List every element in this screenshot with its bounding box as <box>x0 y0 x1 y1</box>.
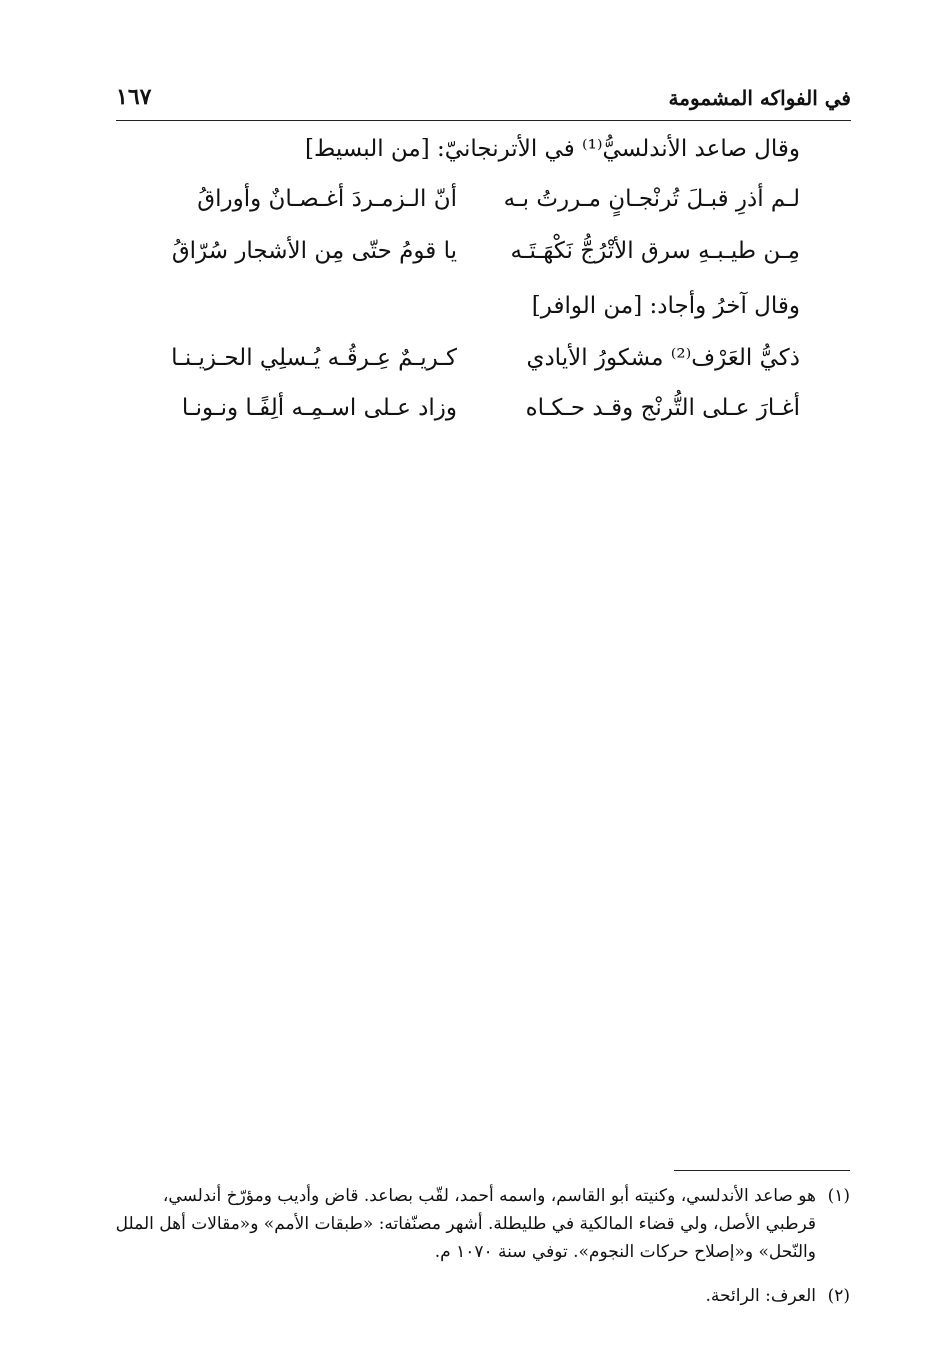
verse-4-first-hemistich: أغـارَ عـلى التُّرنْج وقـد حـكـاه <box>525 395 800 421</box>
verse-1-second-hemistich: أنّ الـزمـردَ أغـصـانٌ وأوراقُ <box>197 186 457 212</box>
page-number: ١٦٧ <box>116 84 152 110</box>
verse-2-second-hemistich: يا قومُ حتّى مِن الأشجار سُرّاقُ <box>171 238 457 264</box>
footnote-separator <box>674 1170 850 1171</box>
verse-2-first-hemistich: مِـن طيـبـهِ سرق الأتْرُجُّ نَكْهَـتَـه <box>510 238 800 264</box>
intro-line-2: وقال آخرُ وأجاد: [من الوافر] <box>531 293 800 319</box>
footnote-1 <box>110 1182 850 1266</box>
verse-3-second-hemistich: كـريـمٌ عِـرقُـه يُـسلِي الحـزيـنـا <box>171 345 457 371</box>
footnote-2-marker: (٢) <box>827 1286 850 1306</box>
verse-3-first-hemistich: ذكيُّ العَرْف⁽²⁾ مشكورُ الأيادي <box>526 345 800 371</box>
footnote-2-text: العرف: الرائحة. <box>705 1286 816 1306</box>
footnote-1-text: هو صاعد الأندلسي، وكنيته أبو القاسم، واسمه أحمد، لقّب بصاعد. قاض وأديب ومؤرّخ أندلسي، قرطبي الأصل، ولي قضاء المالكية في طليطلة. أشهر مصنّفاته: «طبقات الأمم» و«مقالات أهل الملل والنّحل» و«إصلاح حركات النجوم». توفي سنة ١٠٧٠ م. <box>115 1186 816 1262</box>
header-title: في الفواكه المشمومة <box>668 86 851 110</box>
verse-4-second-hemistich: وزاد عـلى اسـمِـه ألِفًـا ونـونـا <box>181 395 457 421</box>
running-header <box>116 80 851 121</box>
footnote-2 <box>110 1282 850 1310</box>
intro-line-1: وقال صاعد الأندلسيُّ⁽¹⁾ في الأترنجانيّ: [من البسيط] <box>305 136 800 162</box>
footnote-1-marker: (١) <box>827 1186 850 1206</box>
verse-1-first-hemistich: لـم أذرِ قبـلَ تُرنْجـانٍ مـررتُ بـه <box>503 186 800 212</box>
